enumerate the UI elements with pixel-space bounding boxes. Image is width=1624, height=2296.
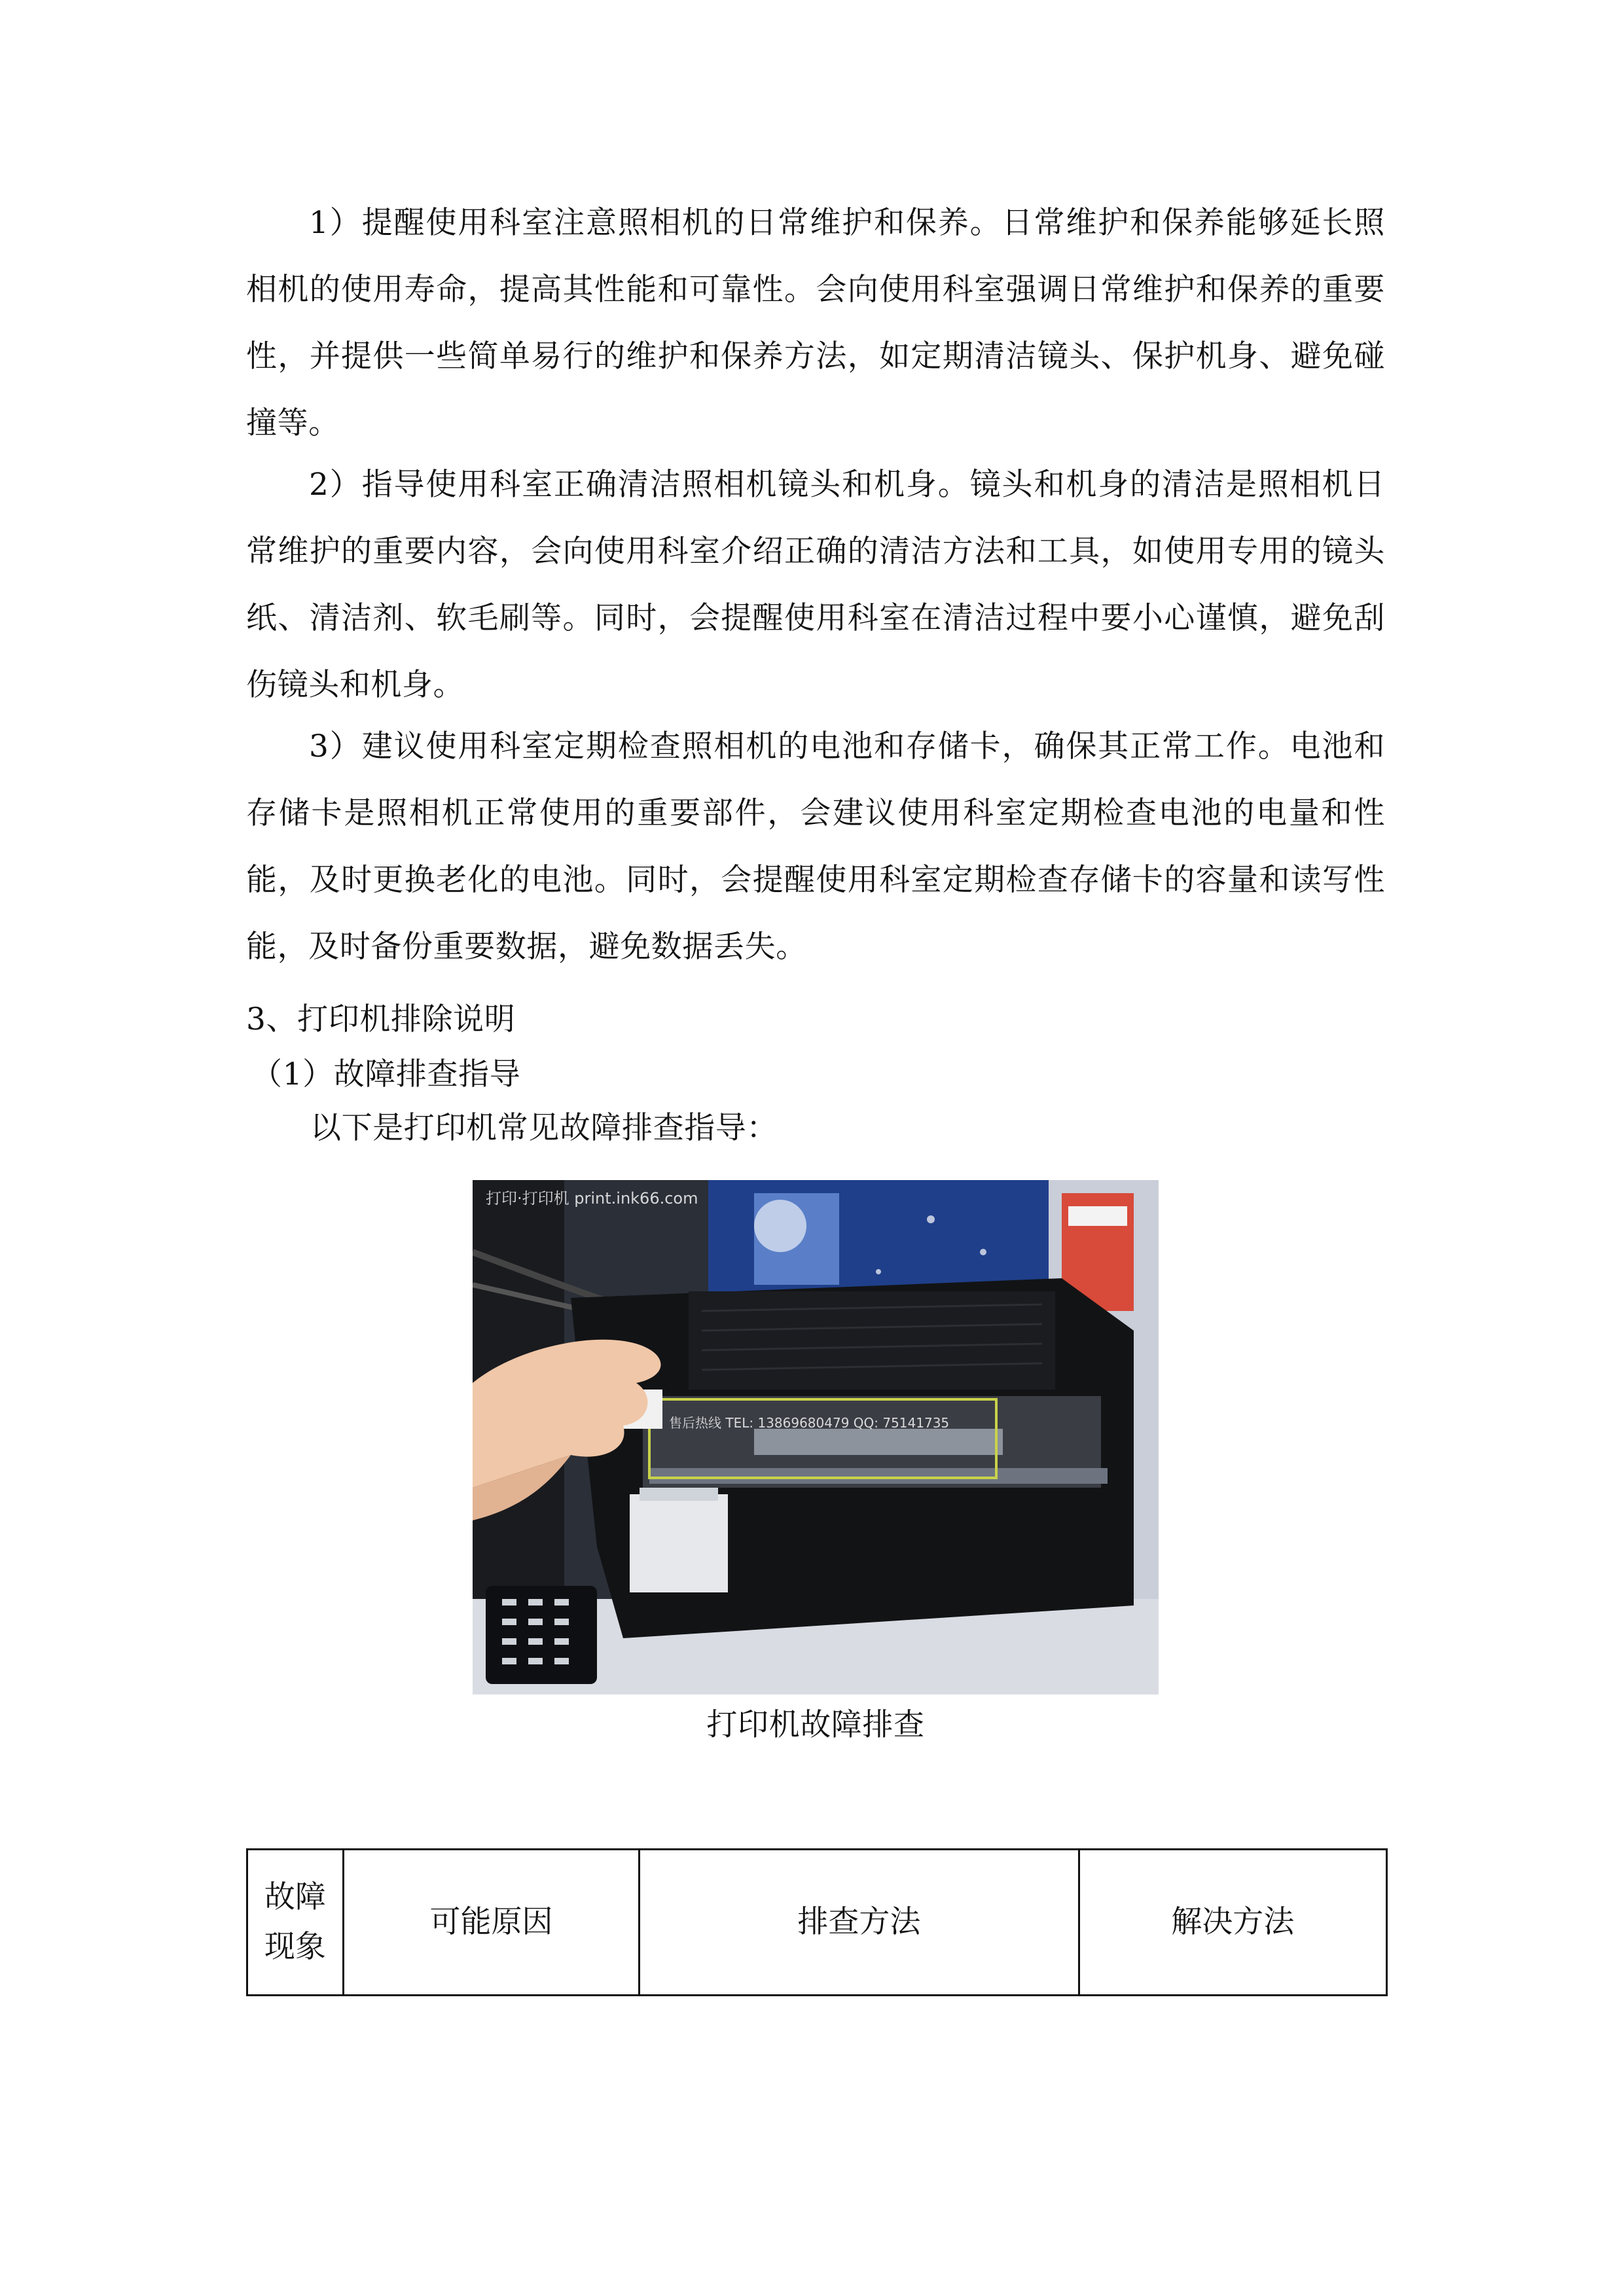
paragraph-battery-storage: 3）建议使用科室定期检查照相机的电池和存储卡，确保其正常工作。电池和存储卡是照相机正常使用的重要部件，会建议使用科室定期检查电池的电量和性能，及时更换老化的电池。同时，会提醒使用科室定期检查存储卡的容量和读写性能，及时备份重要数据，避免数据丢失。 bbox=[246, 728, 1385, 965]
subsection-heading: （1）故障排查指导 bbox=[251, 1056, 521, 1092]
intro-text: 以下是打印机常见故障排查指导： bbox=[310, 1110, 778, 1146]
printer-photo bbox=[473, 1180, 1159, 1695]
paragraph-maintenance: 1）提醒使用科室注意照相机的日常维护和保养。日常维护和保养能够延长照相机的使用寿命，提高其性能和可靠性。会向使用科室强调日常维护和保养的重要性，并提供一些简单易行的维护和保养方法，如定期清洁镜头、保护机身、避免碰撞等。 bbox=[246, 205, 1385, 441]
section-heading: 3、打印机排除说明 bbox=[246, 1001, 516, 1037]
header-check-method: 排查方法 bbox=[640, 1850, 1079, 1996]
fault-troubleshooting-table bbox=[246, 1848, 1388, 1996]
header-solution: 解决方法 bbox=[1079, 1850, 1386, 1996]
photo-watermark: 打印·打印机 print.ink66.com bbox=[486, 1189, 698, 1208]
paragraph-cleaning: 2）指导使用科室正确清洁照相机镜头和机身。镜头和机身的清洁是照相机日常维护的重要内容，会向使用科室介绍正确的清洁方法和工具，如使用专用的镜头纸、清洁剂、软毛刷等。同时，会提醒使用科室在清洁过程中要小心谨慎，避免刮伤镜头和机身。 bbox=[246, 467, 1385, 703]
table-header-row bbox=[247, 1850, 1387, 1996]
figure-caption: 打印机故障排查 bbox=[706, 1707, 925, 1743]
header-fault-symptom: 故障现象 bbox=[247, 1850, 344, 1996]
header-possible-cause: 可能原因 bbox=[343, 1850, 640, 1996]
photo-label-text: 售后热线 TEL: 13869680479 QQ: 75141735 bbox=[669, 1415, 950, 1431]
